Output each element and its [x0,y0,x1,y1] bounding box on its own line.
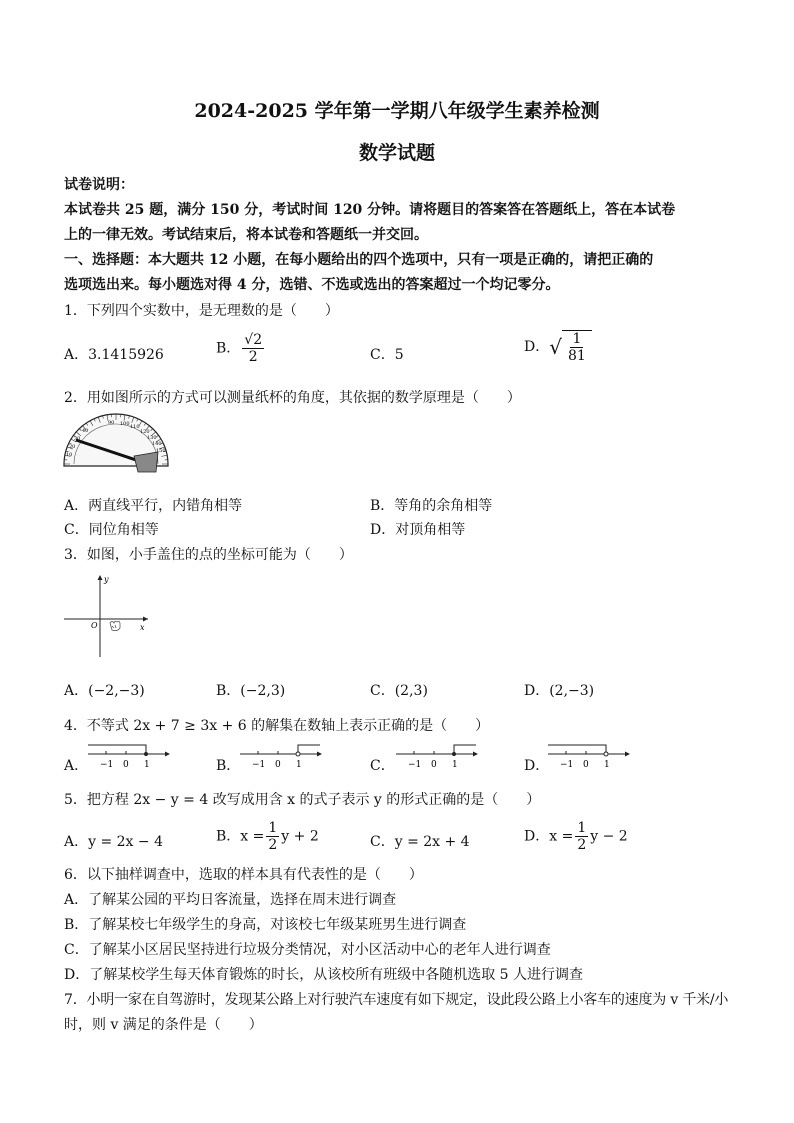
q4-option-c: C． [370,758,395,774]
tick-label: 1 [604,760,610,770]
q1-stem: 1．下列四个实数中，是无理数的是（ ） [64,303,339,319]
q2-option-d: D．对顶角相等 [370,522,466,538]
protractor-label: 100 [120,421,130,427]
q6-option-a: A．了解某公园的平均日客流量，选择在周末进行调查 [64,892,397,908]
q7-stem-line-2: 时，则 v 满足的条件是（ ） [64,1017,263,1033]
q4-stem: 4．不等式 2x + 7 ≥ 3x + 6 的解集在数轴上表示正确的是（ ） [64,718,490,734]
tick-label: 1 [144,760,150,770]
q6-stem: 6．以下抽样调查中，选取的样本具有代表性的是（ ） [64,867,423,883]
q7-stem-line-1: 7．小明一家在自驾游时，发现某公路上对行驶汽车速度有如下规定，设此段公路上小客车的速度为 v 千米/小 [64,992,729,1008]
q2-option-a: A．两直线平行，内错角相等 [64,498,243,514]
section1-line-1: 一、选择题：本大题共 12 小题，在每小题给出的四个选项中，只有一项是正确的，请把正确的 [64,252,654,268]
q2-stem: 2．用如图所示的方式可以测量纸杯的角度，其依据的数学原理是（ ） [64,390,521,406]
q3-option-b: B．(−2,3) [216,683,286,699]
protractor-label: 120 [140,429,150,435]
fraction: $\frac{√2}{2}$ [244,332,263,366]
q2-option-c: C．同位角相等 [64,522,159,538]
tick-label: −1 [408,760,422,770]
protractor-label: 10 [66,452,73,458]
q3-option-c: C．(2,3) [370,683,428,699]
q3-option-a: A．(−2,−3) [64,683,145,699]
square-root: √ $\frac{1}{81}$ [549,330,592,364]
protractor-figure [60,412,172,478]
instructions-heading: 试卷说明： [64,177,134,193]
q2-option-b: B．等角的余角相等 [370,498,493,514]
number-line-a [88,742,172,772]
tick-label: 0 [431,760,437,770]
q1-option-d: D． √ $\frac{1}{81}$ [524,330,592,364]
protractor-label: 90 [108,420,115,426]
q3-stem: 3．如图，小手盖住的点的坐标可能为（ ） [64,547,353,563]
section1-line-2: 选项选出来。每小题选对得 4 分，选错、不选或选出的答案超过一个均记零分。 [64,277,560,293]
protractor-label: 20 [69,444,76,450]
q1-option-b: B． $\frac{√2}{2}$ [216,332,263,366]
instructions-line-2: 上的一律无效。考试结束后，将本试卷和答题纸一并交回。 [64,227,428,243]
q5-option-b: B．x = $\frac{1}{2}$ y + 2 [216,820,319,854]
fraction: $\frac{1}{2}$ [268,820,278,854]
tick-label: 0 [583,760,589,770]
protractor-label: 40 [82,428,89,434]
tick-label: 0 [123,760,129,770]
origin-label: O [91,621,98,630]
number-line-c [396,742,480,772]
exam-subtitle: 数学试题 [358,142,435,164]
q4-option-b: B． [216,758,241,774]
fraction: $\frac{1}{2}$ [577,820,587,854]
tick-label: 0 [275,760,281,770]
coordinate-axes-figure [62,573,152,661]
instructions-line-1: 本试卷共 25 题，满分 150 分，考试时间 120 分钟。请将题目的答案答在答题纸上，答在本试卷 [64,202,676,218]
q6-option-c: C．了解某小区居民坚持进行垃圾分类情况，对小区活动中心的老年人进行调查 [64,942,551,958]
tick-label: −1 [560,760,574,770]
q5-option-a: A．y = 2x − 4 [64,834,163,850]
number-line-d [548,742,632,772]
protractor-label: 150 [156,448,166,454]
q4-option-d: D． [524,758,550,774]
hand-icon [110,621,120,630]
q1-option-a: A．3.1415926 [64,347,164,363]
x-axis-label: x [140,623,145,632]
number-line-b [240,742,324,772]
tick-label: −1 [252,760,266,770]
q6-option-b: B．了解某校七年级学生的身高，对该校七年级某班男生进行调查 [64,917,467,933]
protractor-label: 30 [74,436,81,442]
tick-label: 1 [452,760,458,770]
tick-label: 1 [296,760,302,770]
tick-label: −1 [100,760,114,770]
q5-option-d: D．x = $\frac{1}{2}$ y − 2 [524,820,628,854]
q3-option-d: D．(2,−3) [524,683,595,699]
exam-title: 2024-2025 学年第一学期八年级学生素养检测 [194,100,600,122]
q1-option-c: C．5 [370,347,404,363]
q5-stem: 5．把方程 2x − y = 4 改写成用含 x 的式子表示 y 的形式正确的是（ ） [64,792,541,808]
protractor-label: 130 [147,435,157,441]
q4-option-a: A． [64,758,89,774]
q5-option-c: C．y = 2x + 4 [370,834,470,850]
q6-option-d: D．了解某校学生每天体育锻炼的时长，从该校所有班级中各随机选取 5 人进行调查 [64,967,584,983]
protractor-label: 140 [152,441,162,447]
protractor-label: 110 [130,424,140,430]
y-axis-label: y [104,575,109,584]
